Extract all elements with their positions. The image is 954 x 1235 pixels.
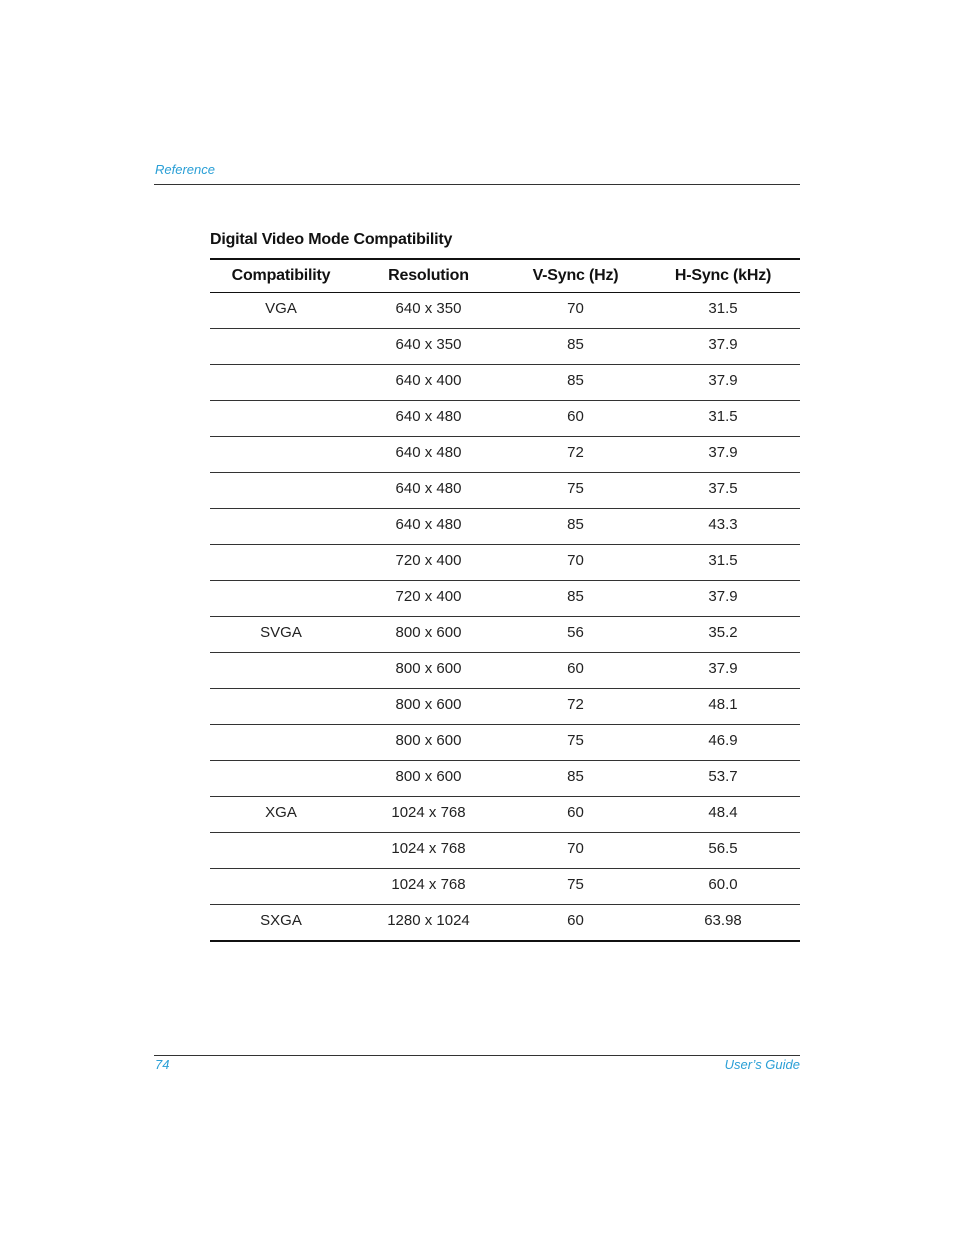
table-row xyxy=(210,617,800,653)
column-header-resolution: Resolution xyxy=(352,259,505,293)
cell-vsync: 60 xyxy=(567,911,584,929)
cell-resolution: 1024 x 768 xyxy=(352,869,505,905)
cell-hsync: 37.5 xyxy=(646,473,800,509)
footer-divider xyxy=(154,1055,800,1056)
page-number: 74 xyxy=(155,1057,170,1072)
cell-compatibility: SXGA xyxy=(260,911,302,929)
table-row xyxy=(210,401,800,437)
table-row xyxy=(210,365,800,401)
cell-resolution: 800 x 600 xyxy=(352,689,505,725)
cell-vsync: 85 xyxy=(505,329,646,365)
cell-vsync: 85 xyxy=(505,761,646,797)
cell-compatibility xyxy=(210,833,352,869)
cell-compatibility xyxy=(210,869,352,905)
cell-vsync: 72 xyxy=(505,689,646,725)
cell-resolution: 640 x 480 xyxy=(352,437,505,473)
cell-hsync: 31.5 xyxy=(646,293,800,329)
cell-vsync: 75 xyxy=(505,869,646,905)
cell-vsync: 60 xyxy=(505,797,646,833)
table-row xyxy=(210,653,800,689)
cell-hsync: 37.9 xyxy=(646,329,800,365)
cell-resolution: 1280 x 1024 xyxy=(387,911,470,929)
cell-hsync: 60.0 xyxy=(646,869,800,905)
cell-compatibility xyxy=(210,725,352,761)
table-row xyxy=(210,473,800,509)
cell-compatibility xyxy=(210,761,352,797)
cell-resolution: 640 x 480 xyxy=(352,401,505,437)
cell-vsync: 70 xyxy=(505,545,646,581)
cell-resolution: 800 x 600 xyxy=(352,617,505,653)
cell-vsync: 70 xyxy=(505,293,646,329)
column-header-hsync: H-Sync (kHz) xyxy=(646,259,800,293)
cell-compatibility xyxy=(210,473,352,509)
cell-resolution: 720 x 400 xyxy=(352,545,505,581)
cell-resolution: 640 x 350 xyxy=(352,293,505,329)
cell-vsync: 70 xyxy=(505,833,646,869)
cell-compatibility xyxy=(210,545,352,581)
column-header-vsync: V-Sync (Hz) xyxy=(505,259,646,293)
cell-resolution: 800 x 600 xyxy=(352,761,505,797)
table-row xyxy=(210,293,800,329)
cell-hsync: 63.98 xyxy=(704,911,742,929)
cell-resolution: 720 x 400 xyxy=(352,581,505,617)
running-header-section: Reference xyxy=(155,162,215,177)
cell-vsync: 75 xyxy=(505,725,646,761)
cell-resolution: 640 x 480 xyxy=(352,473,505,509)
table-row xyxy=(210,545,800,581)
cell-hsync: 37.9 xyxy=(646,581,800,617)
table-header-row xyxy=(210,259,800,293)
cell-compatibility xyxy=(210,581,352,617)
cell-resolution: 640 x 350 xyxy=(352,329,505,365)
cell-compatibility xyxy=(210,437,352,473)
cell-resolution: 640 x 400 xyxy=(352,365,505,401)
cell-hsync: 48.4 xyxy=(646,797,800,833)
cell-resolution: 1024 x 768 xyxy=(352,833,505,869)
cell-compatibility xyxy=(210,329,352,365)
cell-vsync: 75 xyxy=(505,473,646,509)
column-header-compatibility: Compatibility xyxy=(210,259,352,293)
cell-resolution: 800 x 600 xyxy=(352,725,505,761)
table-row xyxy=(210,725,800,761)
cell-vsync: 85 xyxy=(505,509,646,545)
cell-resolution: 800 x 600 xyxy=(352,653,505,689)
header-divider xyxy=(154,184,800,185)
cell-resolution: 1024 x 768 xyxy=(352,797,505,833)
table-body xyxy=(210,293,800,942)
table-row xyxy=(210,905,800,942)
cell-vsync: 56 xyxy=(505,617,646,653)
cell-compatibility xyxy=(210,653,352,689)
table-title: Digital Video Mode Compatibility xyxy=(210,231,453,248)
table-row xyxy=(210,689,800,725)
table-row xyxy=(210,509,800,545)
running-footer-title: User’s Guide xyxy=(724,1057,800,1072)
cell-compatibility: VGA xyxy=(210,293,352,329)
table-row xyxy=(210,869,800,905)
cell-compatibility xyxy=(210,689,352,725)
cell-vsync: 60 xyxy=(505,653,646,689)
table-row xyxy=(210,437,800,473)
cell-hsync: 37.9 xyxy=(646,653,800,689)
cell-compatibility xyxy=(210,509,352,545)
cell-hsync: 43.3 xyxy=(646,509,800,545)
cell-hsync: 31.5 xyxy=(646,401,800,437)
cell-hsync: 37.9 xyxy=(646,365,800,401)
cell-hsync: 37.9 xyxy=(646,437,800,473)
cell-compatibility xyxy=(210,401,352,437)
video-mode-table xyxy=(210,258,800,942)
cell-vsync: 60 xyxy=(505,401,646,437)
table-row xyxy=(210,581,800,617)
cell-hsync: 53.7 xyxy=(646,761,800,797)
cell-hsync: 56.5 xyxy=(646,833,800,869)
table-row xyxy=(210,761,800,797)
cell-vsync: 72 xyxy=(505,437,646,473)
cell-compatibility xyxy=(210,365,352,401)
cell-hsync: 31.5 xyxy=(646,545,800,581)
cell-compatibility: SVGA xyxy=(210,617,352,653)
cell-compatibility: XGA xyxy=(210,797,352,833)
cell-vsync: 85 xyxy=(505,581,646,617)
cell-hsync: 46.9 xyxy=(646,725,800,761)
table-row xyxy=(210,329,800,365)
cell-vsync: 85 xyxy=(505,365,646,401)
table-row xyxy=(210,833,800,869)
table-row xyxy=(210,797,800,833)
cell-hsync: 48.1 xyxy=(646,689,800,725)
cell-resolution: 640 x 480 xyxy=(352,509,505,545)
cell-hsync: 35.2 xyxy=(646,617,800,653)
